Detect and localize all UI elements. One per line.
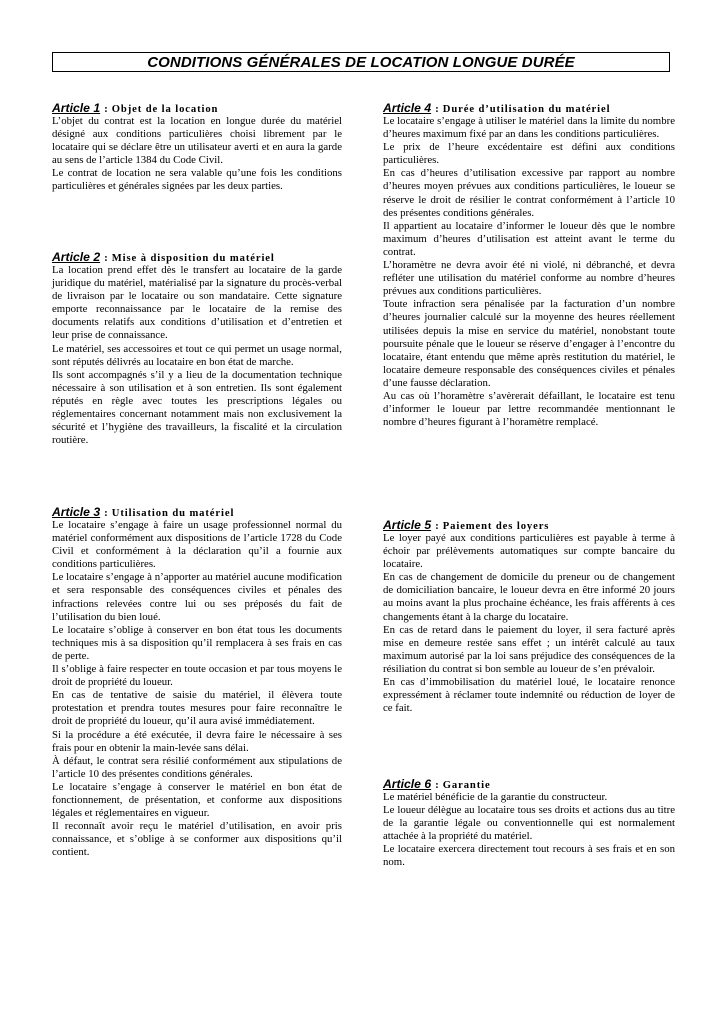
article-body [383, 532, 675, 715]
article-heading [383, 100, 675, 115]
article-heading [52, 100, 342, 115]
article-paragraph: Toute infraction sera pénalisée par la facturation d’un nombre d’heures journalier calculé sur la moyenne des heures réellement utilisées depuis la mise en service du matériel, nonobstant toute poursuite pénale que le loueur se réserve d’engager à l’encontre du locataire, étant entendu que même après restitution du matériel, le locataire demeure responsable des conséquences civiles et pénales d’une fausse déclaration. [383, 298, 675, 389]
article-paragraph: Le locataire s’oblige à conserver en bon état tous les documents techniques mis à sa disposition qu’il remplacera à ses frais en cas de perte. [52, 623, 342, 662]
article-paragraph: À défaut, le contrat sera résilié conformément aux stipulations de l’article 10 des présentes conditions générales. [52, 754, 342, 780]
article-1 [52, 100, 342, 194]
article-number: Article 3 [52, 505, 101, 519]
article-paragraph: En cas d’heures d’utilisation excessive par rapport au nombre d’heures moyen prévues aux conditions particulières, le loueur se réserve le droit de résilier le contrat conformément à l’article 10 des présentes conditions générales. [383, 167, 675, 219]
article-paragraph: En cas d’immobilisation du matériel loué, le locataire renonce expressément à réclamer toute indemnité ou réduction de loyer de ce fait. [383, 676, 675, 715]
article-paragraph: En cas de tentative de saisie du matériel, il élèvera toute protestation et prendra toutes mesures pour faire reconnaître le droit de propriété du loueur, qu’il aura avisé immédiatement. [52, 689, 342, 728]
article-number: Article 5 [383, 518, 432, 532]
article-paragraph: Le contrat de location ne sera valable qu’une fois les conditions particulières et générales signées par les deux parties. [52, 167, 342, 193]
article-paragraph: Le loyer payé aux conditions particulières est payable à terme à échoir par prélèvements automatiques sur compte bancaire du locataire. [383, 532, 675, 571]
article-title: Paiement des loyers [442, 521, 550, 532]
article-title: Utilisation du matériel [111, 508, 235, 519]
article-4 [383, 100, 675, 429]
article-number: Article 4 [383, 101, 432, 115]
article-heading [383, 776, 675, 791]
article-number: Article 1 [52, 101, 101, 115]
article-separator: : [104, 103, 108, 115]
article-paragraph: Le locataire s’engage à n’apporter au matériel aucune modification et sera responsable des conséquences civiles et pénales des infractions relevées contre lui ou ses préposés du fait de l’utilisation du bien loué. [52, 571, 342, 623]
article-paragraph: Le locataire s’engage à conserver le matériel en bon état de fonctionnement, de présentation, et conforme aux dispositions légales et réglementaires en vigueur. [52, 780, 342, 820]
article-separator: : [435, 779, 439, 791]
article-paragraph: Le matériel, ses accessoires et tout ce qui permet un usage normal, sont réputés délivrés au locataire en bon état de marche. [52, 342, 342, 368]
article-paragraph: Le prix de l’heure excédentaire est défini aux conditions particulières. [383, 141, 675, 167]
article-paragraph: Le locataire exercera directement tout recours à ses frais et en son nom. [383, 843, 675, 869]
article-body [383, 115, 675, 429]
article-number: Article 6 [383, 777, 432, 791]
article-paragraph: Si la procédure a été exécutée, il devra faire le nécessaire à ses frais pour en obtenir la main-levée sans délai. [52, 728, 342, 754]
article-paragraph: Le locataire s’engage à faire un usage professionnel normal du matériel conformément aux dispositions de l’article 1728 du Code Civil et conformément à la déclaration qu’il a fournie aux conditions particulières. [52, 519, 342, 571]
article-title: Mise à disposition du matériel [111, 253, 275, 264]
article-paragraph: Ils sont accompagnés s’il y a lieu de la documentation technique nécessaire à son utilisation et à son entretien. Ils sont également réputés en règle avec toutes les prescriptions légales ou réglementaires concernant notamment mais non exclusivement la sécurité et l’hygiène des travailleurs, la fiscalité et la circulation routière. [52, 368, 342, 447]
article-paragraph: Il s’oblige à faire respecter en toute occasion et par tous moyens le droit de propriété du loueur. [52, 663, 342, 689]
article-separator: : [104, 507, 108, 519]
article-paragraph: En cas de retard dans le paiement du loyer, il sera facturé après mise en demeure restée sans effet ; un intérêt calculé au taux maximum autorisé par la loi sans préjudice des conséquences de la résiliation du contrat si bon semble au loueur de s’en prévaloir. [383, 623, 675, 675]
article-paragraph: Il reconnaît avoir reçu le matériel d’utilisation, en avoir pris connaissance, et s’oblige à se conformer aux dispositions qu’il contient. [52, 820, 342, 859]
article-paragraph: Le loueur délègue au locataire tous ses droits et actions dus au titre de la garantie légale ou conventionnelle qui est normalement attachée à la propriété du matériel. [383, 804, 675, 843]
article-paragraph: Il appartient au locataire d’informer le loueur dès que le nombre maximum d’heures d’utilisation est atteint avant le terme du contrat. [383, 219, 675, 258]
article-body [52, 264, 342, 447]
article-separator: : [435, 520, 439, 532]
article-body [52, 115, 342, 194]
article-heading [52, 249, 342, 264]
article-5 [383, 517, 675, 715]
article-number: Article 2 [52, 250, 101, 264]
article-body [52, 519, 342, 859]
article-title: Garantie [442, 780, 491, 791]
article-heading [52, 504, 342, 519]
article-paragraph: Le locataire s’engage à utiliser le matériel dans la limite du nombre d’heures maximum fixé par an dans les conditions particulières. [383, 115, 675, 141]
article-paragraph: En cas de changement de domicile du preneur ou de changement de domiciliation bancaire, le loueur devra en être informé 20 jours au moins avant la plus prochaine échéance, les frais afférents à ces changements étant à la charge du locataire. [383, 571, 675, 623]
article-6 [383, 776, 675, 870]
article-paragraph: L’objet du contrat est la location en longue durée du matériel désigné aux conditions particulières choisi librement par le locataire qui se déclare être un utilisateur averti et en aura la garde au sens de l’article 1384 du Code Civil. [52, 115, 342, 167]
article-paragraph: Au cas où l’horamètre s’avèrerait défaillant, le locataire est tenu d’informer le loueur par lettre recommandée mentionnant le nombre d’heures figurant à l’horamètre remplacé. [383, 389, 675, 429]
article-3 [52, 504, 342, 859]
article-paragraph: L’horamètre ne devra avoir été ni violé, ni débranché, et devra refléter une utilisation du matériel conforme au nombre d’heures prévues aux conditions particulières. [383, 259, 675, 298]
article-title: Durée d’utilisation du matériel [442, 104, 611, 115]
article-separator: : [435, 103, 439, 115]
article-separator: : [104, 252, 108, 264]
article-title: Objet de la location [111, 104, 219, 115]
article-body [383, 791, 675, 870]
article-heading [383, 517, 675, 532]
document-title: CONDITIONS GÉNÉRALES DE LOCATION LONGUE DURÉE [52, 52, 670, 72]
article-paragraph: Le matériel bénéficie de la garantie du constructeur. [383, 791, 608, 803]
article-paragraph: La location prend effet dès le transfert au locataire de la garde juridique du matériel, matérialisé par la signature du procès-verbal de livraison par le locataire ou son mandataire. Cette signature emporte reconnaissance par le locataire de la remise des documents relatifs aux conditions d’utilisation et d’entretien et leur prise de connaissance. [52, 264, 342, 342]
article-2 [52, 249, 342, 447]
